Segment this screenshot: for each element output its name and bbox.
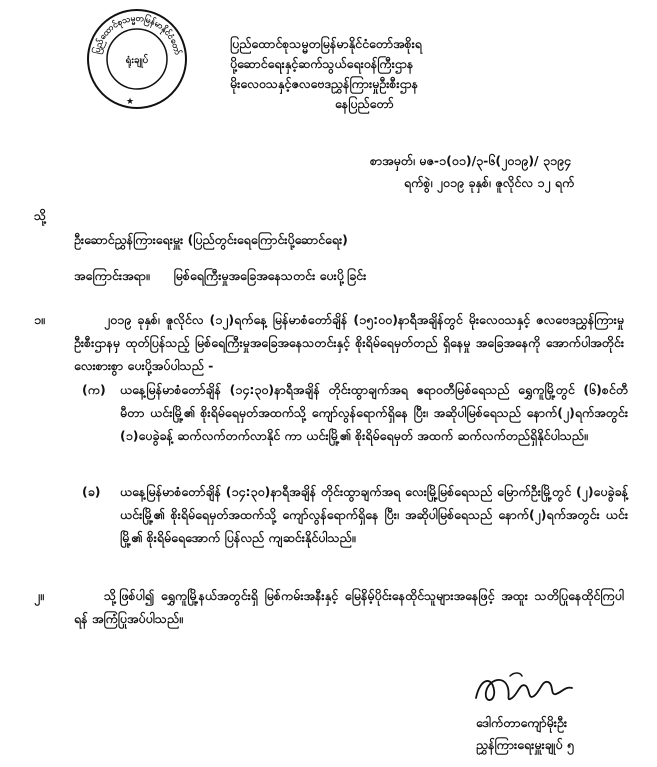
letterhead-city: နေပြည်တော် bbox=[335, 96, 394, 111]
letterhead bbox=[230, 34, 530, 114]
sub-item-b-mark: (ခ) bbox=[82, 484, 101, 499]
reference-date: ရက်စွဲ၊ ၂၀၁၉ ခုနှစ်၊ ဇူလိုင်လ ၁၂ ရက် bbox=[404, 175, 575, 190]
seal-star-icon: ★ bbox=[126, 97, 135, 107]
paragraph-2-text: သို့ဖြစ်ပါ၍ ရွှေကူမြို့နယ်အတွင်းရှိ မြစ်ကမ်းအနီးနှင့် မြေနိမ့်ပိုင်းနေထိုင်သူများအနေဖြင့် အထူး သတိပြုနေထိုင်ကြပါရန် အကြံပြုအပ်ပါသည်။ bbox=[74, 588, 624, 626]
signer-title: ညွှန်ကြားရေးမှူးချုပ် ၅ bbox=[476, 737, 574, 752]
signer-name: ဒေါက်တာကျော်မိုးဦး bbox=[476, 715, 568, 730]
subject-label: အကြောင်းအရာ။ bbox=[74, 268, 150, 283]
paragraph-2-number: ၂။ bbox=[34, 588, 44, 603]
handwritten-signature bbox=[470, 668, 580, 710]
sub-item-a-text: ယနေ့မြန်မာစံတော်ချိန် (၁၄:၃၀)နာရီအချိန် တိုင်းထွာချက်အရ ဧရာဝတီမြစ်ရေသည် ရွှေကူမြို့တွင် (၆)စင်တီမီတာ ယင်းမြို့၏ စိုးရိမ်ရေမှတ်အထက်သို့ ကျော်လွန်ရောက်ရှိနေ ပြီး၊ အဆိုပါမြစ်ရေသည် နောက်(၂)ရက်အတွင်း (၁)ပေခွဲခန့် ဆက်လက်တက်လာနိုင် ကာ ယင်းမြို့၏ စိုးရိမ်ရေမှတ် အထက် ဆက်လက်တည်ရှိနိုင်ပါသည်။ bbox=[120, 382, 628, 443]
letterhead-ministry: ပို့ဆောင်ရေးနှင့်ဆက်သွယ်ရေးဝန်ကြီးဌာန bbox=[230, 56, 414, 71]
to-label: သို့ bbox=[34, 208, 47, 223]
paragraph-2 bbox=[34, 584, 624, 630]
recipient: ဦးဆောင်ညွှန်ကြားရေးမှူး (ပြည်တွင်းရေကြောင်းပို့ဆောင်ရေး) bbox=[74, 232, 348, 247]
paragraph-1-text: ၂၀၁၉ ခုနှစ်၊ ဇူလိုင်လ (၁၂)ရက်နေ့ မြန်မာစံတော်ချိန် (၁၅:၀၀)နာရီအချိန်တွင် မိုးလေဝသနှင့် ဇလဗေဒညွှန်ကြားမှုဦးစီးဌာနမှ ထုတ်ပြန်သည့် မြစ်ရေကြီးမှုအခြေအနေသတင်းနှင့် စိုးရိမ်ရေမှတ်တည် ရှိနေမှု အခြေအနေကို အောက်ပါအတိုင်း လေးစားစွာ ပေးပို့အပ်ပါသည် - bbox=[74, 312, 624, 373]
reference-number: စာအမှတ်၊ မဇ-၁(၀၁)/၃-၆(၂၀၁၉)/ ၃၁၉၄ bbox=[370, 153, 572, 168]
reference-block bbox=[370, 150, 640, 194]
sub-item-a bbox=[82, 378, 628, 447]
signer-block bbox=[476, 712, 646, 756]
seal-ring-text: ပြည်ထောင်စုသမ္မတမြန်မာနိုင်ငံတော် bbox=[92, 13, 183, 57]
paragraph-1-number: ၁။ bbox=[34, 312, 45, 327]
sub-item-b bbox=[82, 480, 628, 549]
subject-text: မြစ်ရေကြီးမှုအခြေအနေသတင်း ပေးပို့ခြင်း bbox=[173, 268, 367, 283]
seal-center-text: ရုံးချုပ် bbox=[125, 55, 149, 66]
paragraph-1 bbox=[34, 308, 624, 377]
official-seal bbox=[86, 8, 188, 110]
letterhead-government: ပြည်ထောင်စုသမ္မတမြန်မာနိုင်ငံတော်အစိုးရ bbox=[230, 36, 422, 51]
sub-item-b-text: ယနေ့မြန်မာစံတော်ချိန် (၁၄:၃၀)နာရီအချိန် တိုင်းထွာချက်အရ လေးမြို့မြစ်ရေသည် မြောက်ဦးမြို့တွင် (၂)ပေခွဲခန့် ယင်းမြို့၏ စိုးရိမ်ရေမှတ်အထက်သို့ ကျော်လွန်ရောက်ရှိနေ ပြီး၊ အဆိုပါမြစ်ရေသည် နောက်(၂)ရက်အတွင်း ယင်းမြို့၏ စိုးရိမ်ရေအောက် ပြန်လည် ကျဆင်းနိုင်ပါသည်။ bbox=[120, 484, 628, 545]
subject-line bbox=[74, 268, 366, 287]
svg-text:ပြည်ထောင်စုသမ္မတမြန်မာနိုင်ငံတ bbox=[90, 13, 183, 57]
sub-item-a-mark: (က) bbox=[82, 382, 106, 397]
letterhead-department: မိုးလေဝသနှင့်ဇလဗေဒညွှန်ကြားမှုဦးစီးဌာန bbox=[230, 76, 419, 91]
